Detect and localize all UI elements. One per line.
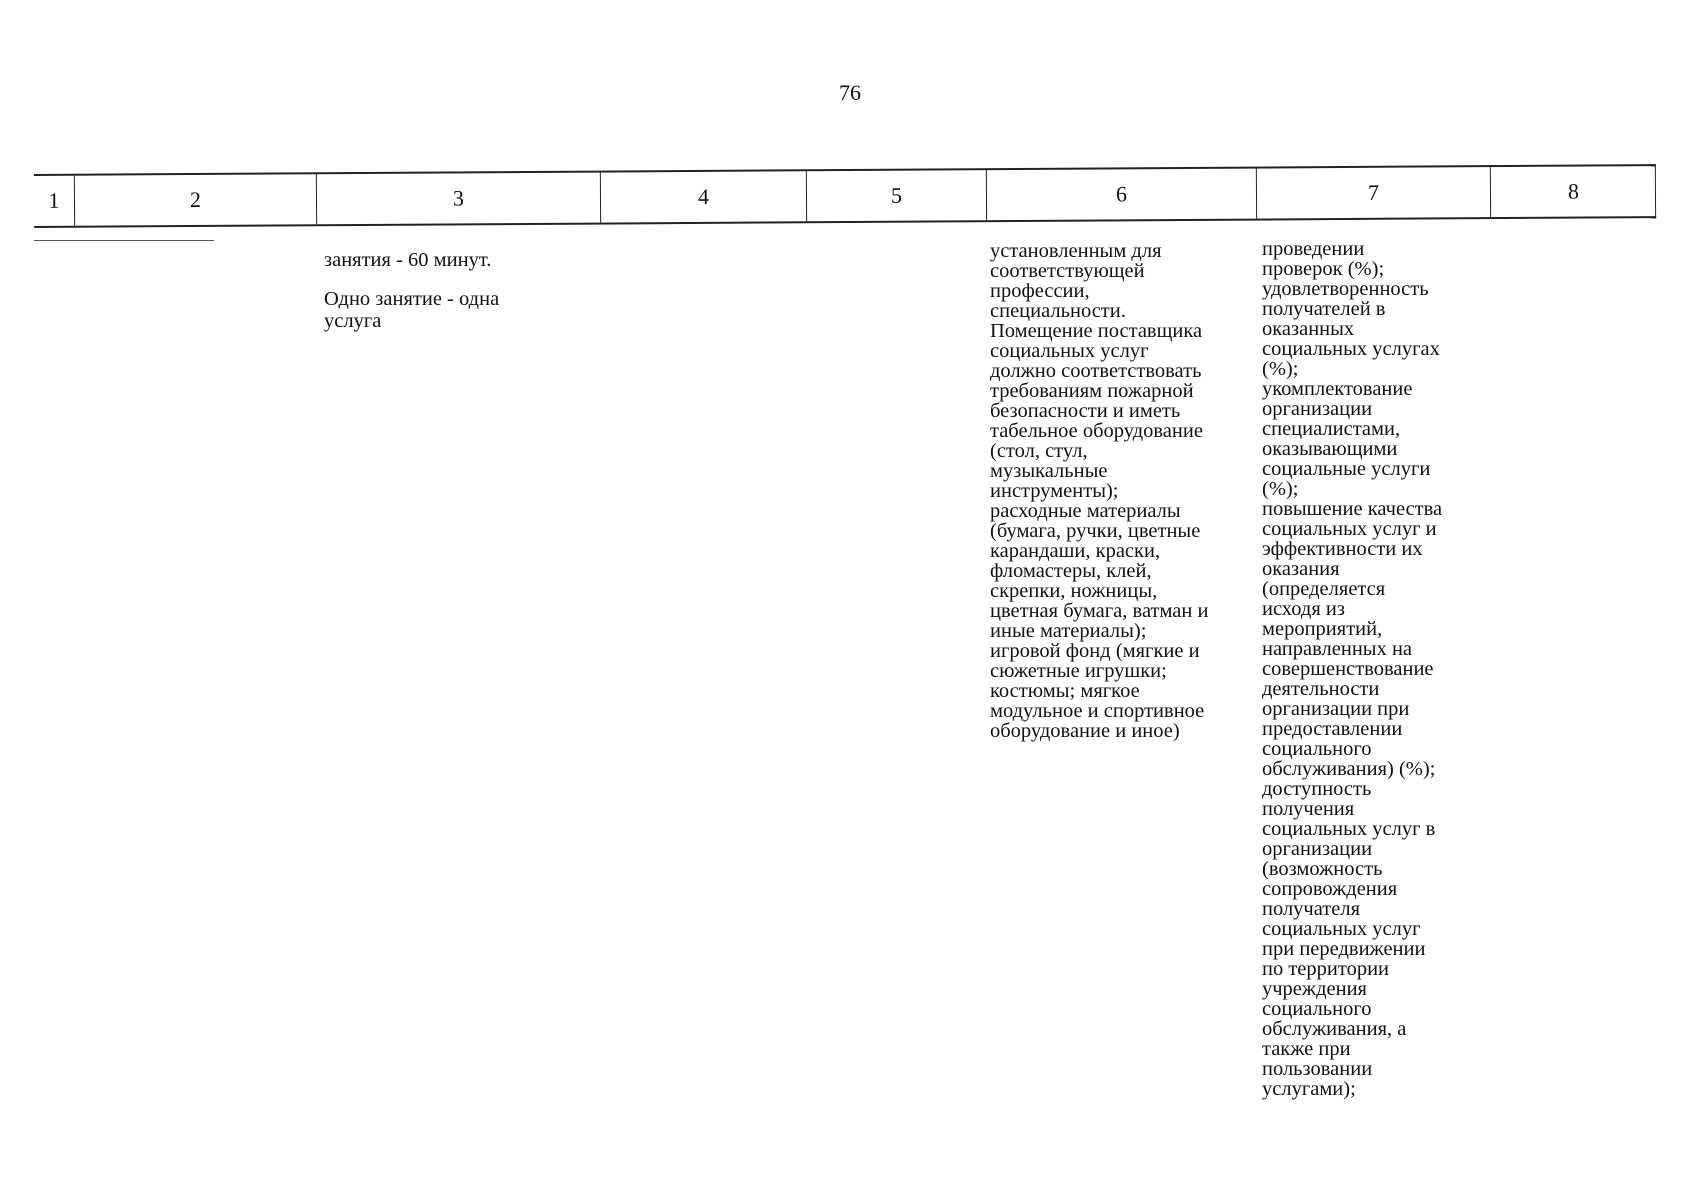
cell-text-line: модульное и спортивное — [990, 700, 1205, 722]
cell-text-line: профессии, — [990, 280, 1090, 302]
cell-text-line: оборудование и иное) — [990, 720, 1180, 742]
cell-text-line: деятельности — [1262, 678, 1380, 700]
column-header-1: 1 — [48, 187, 60, 213]
cell-text-line: сопровождения — [1262, 878, 1398, 900]
cell-text-line: социальных услуг в — [1262, 818, 1436, 840]
cell-text-line: сюжетные игрушки; — [990, 660, 1167, 682]
cell-text-line: табельное оборудование — [990, 420, 1203, 442]
cell-text-line: при передвижении — [1262, 938, 1426, 960]
cell-text-line: организации — [1262, 838, 1373, 860]
cell-text-line: повышение качества — [1262, 498, 1443, 520]
column-header-8: 8 — [1490, 166, 1656, 217]
cell-text-line: оказанных — [1262, 318, 1355, 340]
cell-text-line: социальных услуг и — [1262, 518, 1437, 540]
col3-paragraph: занятия - 60 минут. — [324, 249, 492, 271]
column-header-5: 5 — [806, 170, 986, 221]
cell-col7 — [1262, 239, 1492, 1099]
cell-text-line: соответствующей — [990, 260, 1145, 282]
cell-text-line: предоставлении — [1262, 718, 1403, 740]
cell-text-line: по территории — [1262, 958, 1390, 980]
cell-text-line: (%); — [1262, 358, 1299, 380]
cell-text-line: обслуживания) (%); — [1262, 758, 1436, 780]
cell-text-line: направленных на — [1262, 638, 1413, 660]
cell-text-line: оказывающими — [1262, 438, 1398, 460]
cell-text-line: социальные услуги — [1262, 458, 1431, 480]
cell-text-line: (определяется — [1262, 578, 1386, 600]
cell-text-line: мероприятий, — [1262, 618, 1383, 640]
cell-text-line: расходные материалы — [990, 500, 1181, 522]
cell-text-line: пользовании — [1262, 1058, 1373, 1080]
cell-col3 — [324, 249, 584, 349]
cell-text-line: совершенствование — [1262, 658, 1434, 680]
cell-text-line: социальных услуг — [1262, 918, 1421, 940]
cell-text-line: услугами); — [1262, 1078, 1356, 1100]
cell-col6 — [990, 241, 1270, 741]
page-number: 76 — [839, 80, 861, 105]
column-header-2: 2 — [74, 174, 316, 225]
cell-text-line: (%); — [1262, 478, 1299, 500]
cell-text-line: также при — [1262, 1038, 1351, 1060]
cell-text-line: социального — [1262, 998, 1372, 1020]
cell-text-line: (бумага, ручки, цветные — [990, 520, 1201, 542]
cell-text-line: социальных услугах — [1262, 338, 1440, 360]
cell-text-line: иные материалы); — [990, 620, 1147, 642]
cell-text-line: должно соответствовать — [990, 360, 1202, 382]
column-header-6: 6 — [986, 169, 1256, 221]
cell-text-line: социального — [1262, 738, 1372, 760]
cell-text-line: Помещение поставщика — [990, 320, 1203, 342]
col3-paragraph: Одно занятие - одна услуга — [324, 288, 500, 332]
table-body-rule — [34, 240, 214, 241]
cell-text-line: оказания — [1262, 558, 1340, 580]
cell-text-line: организации при — [1262, 698, 1410, 720]
table-header-row — [34, 164, 1656, 228]
cell-text-line: специалистами, — [1262, 418, 1401, 440]
cell-text-line: музыкальные — [990, 460, 1108, 482]
cell-text-line: укомплектование — [1262, 378, 1413, 400]
cell-text-line: требованиям пожарной — [990, 380, 1194, 402]
cell-text-line: карандаши, краски, — [990, 540, 1161, 562]
cell-text-line: доступность — [1262, 778, 1372, 800]
cell-text-line: проверок (%); — [1262, 258, 1385, 280]
cell-text-line: скрепки, ножницы, — [990, 580, 1158, 602]
cell-text-line: проведении — [1262, 238, 1365, 260]
cell-text-line: учреждения — [1262, 978, 1367, 1000]
cell-text-line: получения — [1262, 798, 1355, 820]
cell-text-line: фломастеры, клей, — [990, 560, 1152, 582]
cell-text-line: игровой фонд (мягкие и — [990, 640, 1200, 662]
cell-text-line: костюмы; мягкое — [990, 680, 1140, 702]
column-header-7: 7 — [1256, 167, 1490, 218]
cell-text-line: получателей в — [1262, 298, 1386, 320]
column-header-3: 3 — [316, 173, 600, 225]
cell-text-line: инструменты); — [990, 480, 1119, 502]
cell-text-line: исходя из — [1262, 598, 1345, 620]
cell-text-line: (возможность — [1262, 858, 1383, 880]
cell-text-line: эффективности их — [1262, 538, 1423, 560]
cell-text-line: установленным для — [990, 240, 1162, 262]
cell-text-line: организации — [1262, 398, 1373, 420]
cell-text-line: обслуживания, а — [1262, 1018, 1407, 1040]
column-header-4: 4 — [600, 171, 806, 222]
cell-text-line: удовлетворенность — [1262, 278, 1429, 300]
cell-text-line: безопасности и иметь — [990, 400, 1181, 422]
cell-text-line: (стол, стул, — [990, 440, 1088, 462]
cell-text-line: получателя — [1262, 898, 1361, 920]
cell-text-line: цветная бумага, ватман и — [990, 600, 1209, 622]
cell-text-line: социальных услуг — [990, 340, 1149, 362]
cell-text-line: специальности. — [990, 300, 1126, 322]
